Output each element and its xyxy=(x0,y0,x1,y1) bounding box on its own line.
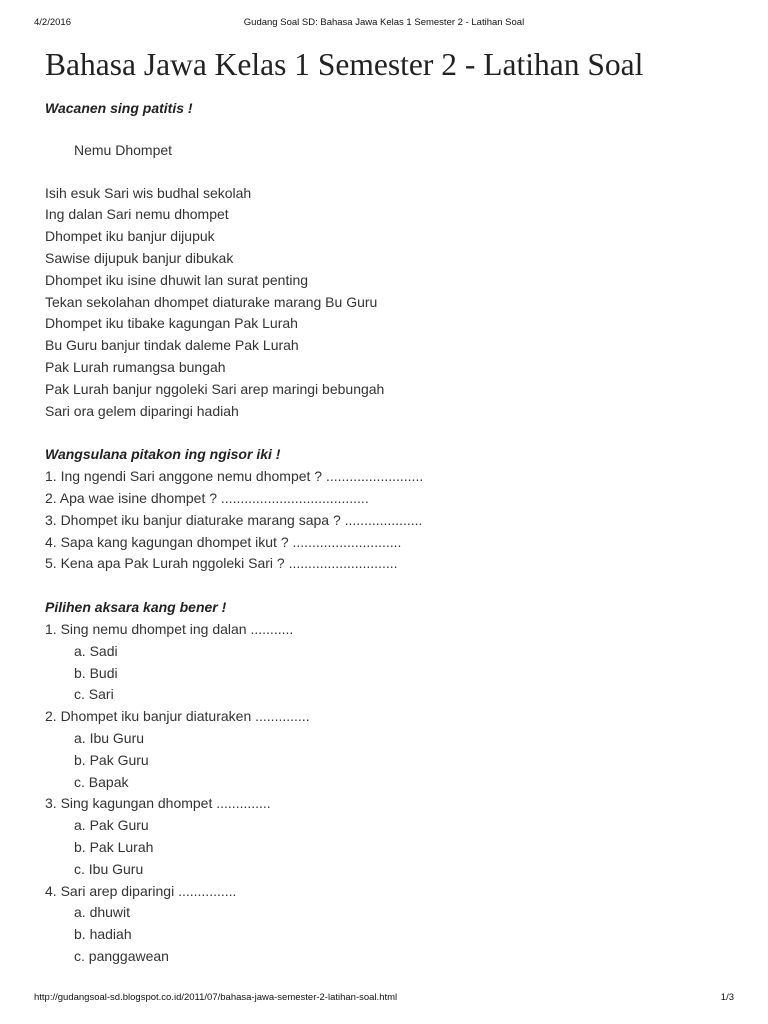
essay-question: 2. Apa wae isine dhompet ? ...................................... xyxy=(45,489,369,506)
choice-questions xyxy=(45,619,735,968)
reading-heading: Wacanen sing patitis ! xyxy=(45,100,193,116)
essay-questions xyxy=(45,466,735,575)
choice-option: b. hadiah xyxy=(74,926,132,943)
choice-question: 1. Sing nemu dhompet ing dalan ........... xyxy=(45,620,294,637)
story-text xyxy=(45,183,735,423)
story-title: Nemu Dhompet xyxy=(74,141,173,158)
choice-question: 4. Sari arep diparingi ............... xyxy=(45,882,237,899)
story-line: Isih esuk Sari wis budhal sekolah xyxy=(45,184,252,201)
story-line: Sawise dijupuk banjur dibukak xyxy=(45,249,234,266)
choice-option: a. Ibu Guru xyxy=(74,729,145,746)
print-footer xyxy=(34,992,734,1006)
story-line: Bu Guru banjur tindak daleme Pak Lurah xyxy=(45,337,299,354)
choice-question: 2. Dhompet iku banjur diaturaken .............. xyxy=(45,708,310,725)
choice-option: c. Sari xyxy=(74,686,114,703)
print-url: http://gudangsoal-sd.blogspot.co.id/2011/07/bahasa-jawa-semester-2-latihan-soal.html xyxy=(34,992,398,1003)
print-date: 4/2/2016 xyxy=(34,17,71,28)
choice-option: c. Ibu Guru xyxy=(74,860,144,877)
essay-heading: Wangsulana pitakon ing ngisor iki ! xyxy=(45,446,281,463)
choice-option: a. dhuwit xyxy=(74,904,131,921)
post-body xyxy=(45,44,735,968)
choice-question: 3. Sing kagungan dhompet .............. xyxy=(45,795,271,812)
choice-option: b. Pak Guru xyxy=(74,751,149,768)
story-line: Ing dalan Sari nemu dhompet xyxy=(45,206,229,223)
choice-heading: Pilihen aksara kang bener ! xyxy=(45,599,227,616)
print-page-title: Gudang Soal SD: Bahasa Jawa Kelas 1 Semester 2 - Latihan Soal xyxy=(243,17,525,28)
story-line: Dhompet iku banjur dijupuk xyxy=(45,228,215,245)
story-line: Dhompet iku isine dhuwit lan surat penting xyxy=(45,271,309,288)
choice-option: c. panggawean xyxy=(74,947,169,964)
story-line: Dhompet iku tibake kagungan Pak Lurah xyxy=(45,315,298,332)
story-line: Sari ora gelem diparingi hadiah xyxy=(45,402,239,419)
choice-option: c. Bapak xyxy=(74,773,129,790)
essay-question: 1. Ing ngendi Sari anggone nemu dhompet ? ......................... xyxy=(45,468,424,485)
page-number: 1/3 xyxy=(720,992,734,1003)
choice-option: b. Budi xyxy=(74,664,118,681)
choice-option: a. Sadi xyxy=(74,642,118,659)
essay-question: 5. Kena apa Pak Lurah nggoleki Sari ? ............................ xyxy=(45,555,398,572)
choice-option: a. Pak Guru xyxy=(74,817,149,834)
story-line: Pak Lurah rumangsa bungah xyxy=(45,358,226,375)
essay-question: 4. Sapa kang kagungan dhompet ikut ? ............................ xyxy=(45,533,402,550)
story-line: Pak Lurah banjur nggoleki Sari arep maringi bebungah xyxy=(45,380,385,397)
story-line: Tekan sekolahan dhompet diaturake marang Bu Guru xyxy=(45,293,378,310)
choice-option: b. Pak Lurah xyxy=(74,838,154,855)
essay-question: 3. Dhompet iku banjur diaturake marang sapa ? .................... xyxy=(45,511,423,528)
post-title: Bahasa Jawa Kelas 1 Semester 2 - Latihan Soal xyxy=(45,47,644,82)
print-header xyxy=(34,17,734,31)
